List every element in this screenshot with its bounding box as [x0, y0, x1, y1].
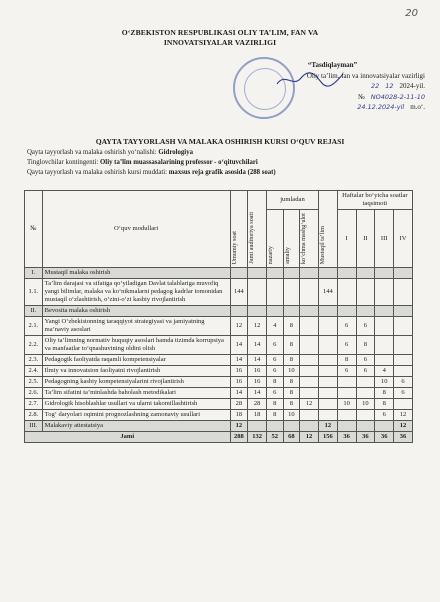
- table-cell: 6: [267, 355, 284, 366]
- header-total-hours: Umumiy soat: [230, 191, 248, 268]
- table-cell: 8: [283, 355, 300, 366]
- table-cell: [375, 355, 394, 366]
- table-cell: [394, 336, 413, 355]
- table-cell: [356, 410, 375, 421]
- table-cell: 288: [230, 432, 248, 443]
- table-cell: 8: [283, 377, 300, 388]
- module-name: Yangi O‘zbekistonning taraqqiyot strategiyasi va jamiyatning ma’naviy asoslari: [42, 317, 230, 336]
- table-cell: 18: [230, 410, 248, 421]
- table-cell: 36: [394, 432, 413, 443]
- table-cell: [394, 317, 413, 336]
- table-cell: 10: [337, 399, 356, 410]
- section-row: [25, 268, 413, 279]
- table-body: [25, 268, 413, 443]
- section-num: I.: [25, 268, 43, 279]
- section-title: Mustaqil malaka oshirish: [42, 268, 230, 279]
- table-cell: 12: [300, 399, 319, 410]
- table-cell: [337, 421, 356, 432]
- table-cell: 12: [248, 317, 267, 336]
- table-header-row-1: [25, 191, 413, 210]
- table-cell: [375, 336, 394, 355]
- module-name: Oliy ta’limning normativ huquqiy asoslari hamda tizimda korrupsiya va manfaatlar to‘qnashuvining oldini olish: [42, 336, 230, 355]
- table-cell: [300, 306, 319, 317]
- table-row: [25, 377, 413, 388]
- table-cell: [300, 268, 319, 279]
- header-independent: Mustaqil ta’lim: [318, 191, 337, 268]
- table-cell: 156: [318, 432, 337, 443]
- table-row: [25, 279, 413, 306]
- table-cell: [318, 336, 337, 355]
- ministry-line-2: INNOVATSIYALAR VAZIRLIGI: [163, 38, 277, 47]
- table-cell: [318, 410, 337, 421]
- table-cell: 12: [300, 432, 319, 443]
- row-num: 2.1.: [25, 317, 43, 336]
- ministry-header: [0, 28, 440, 48]
- table-cell: [318, 377, 337, 388]
- row-num: 2.7.: [25, 399, 43, 410]
- table-cell: 68: [283, 432, 300, 443]
- table-cell: [394, 366, 413, 377]
- approval-date-line: [210, 81, 425, 92]
- header-week-2: II: [356, 210, 375, 268]
- table-cell: [356, 377, 375, 388]
- table-cell: [283, 421, 300, 432]
- table-cell: 8: [375, 388, 394, 399]
- table-row: [25, 336, 413, 355]
- table-cell: 14: [230, 388, 248, 399]
- header-weekly: Haftalar bo‘yicha soatlar taqsimoti: [337, 191, 412, 210]
- table-cell: 144: [318, 279, 337, 306]
- table-cell: 14: [230, 355, 248, 366]
- table-cell: [337, 279, 356, 306]
- table-cell: 6: [375, 410, 394, 421]
- table-cell: 10: [356, 399, 375, 410]
- contingent-value: Oliy ta’lim muassasalarining professor - o‘qituvchilari: [100, 158, 258, 166]
- row-num: 2.3.: [25, 355, 43, 366]
- table-cell: [356, 388, 375, 399]
- meta-direction: [27, 148, 276, 158]
- ministry-line-1: O‘ZBEKISTON RESPUBLIKASI OLIY TA’LIM, FAN VA: [121, 28, 319, 37]
- table-cell: [248, 421, 267, 432]
- table-cell: [318, 317, 337, 336]
- approval-year: 2024-yil.: [399, 82, 425, 90]
- table-row: [25, 366, 413, 377]
- approval-number: NO4028-2-11-10: [370, 92, 425, 101]
- table-cell: [300, 336, 319, 355]
- table-cell: 8: [283, 388, 300, 399]
- table-cell: 6: [267, 366, 284, 377]
- table-cell: [300, 355, 319, 366]
- contingent-label: Tinglovchilar kontingenti:: [27, 158, 101, 166]
- table-cell: [356, 306, 375, 317]
- table-cell: [267, 306, 284, 317]
- table-cell: [375, 421, 394, 432]
- meta-contingent: [27, 158, 276, 168]
- table-row: [25, 388, 413, 399]
- table-cell: [300, 388, 319, 399]
- table-cell: [337, 388, 356, 399]
- table-cell: 36: [356, 432, 375, 443]
- course-meta: [27, 148, 276, 177]
- table-cell: 18: [248, 410, 267, 421]
- table-cell: 4: [267, 317, 284, 336]
- table-cell: [248, 306, 267, 317]
- table-cell: 8: [267, 410, 284, 421]
- table-cell: [318, 366, 337, 377]
- row-num: 2.4.: [25, 366, 43, 377]
- direction-label: Qayta tayyorlash va malaka oshirish yo‘nalishi:: [27, 149, 159, 156]
- duration-label: Qayta tayyorlash va malaka oshirish kursi muddati:: [27, 168, 169, 176]
- curriculum-table: [24, 190, 413, 443]
- section-num: III.: [25, 421, 43, 432]
- module-name: Pedagogik faoliyatda raqamli kompetensiyalar: [42, 355, 230, 366]
- row-num: 2.5.: [25, 377, 43, 388]
- table-cell: [248, 268, 267, 279]
- header-num: №: [25, 191, 43, 268]
- table-row: [25, 399, 413, 410]
- table-cell: 28: [248, 399, 267, 410]
- table-cell: 12: [318, 421, 337, 432]
- table-cell: 6: [267, 388, 284, 399]
- table-cell: 6: [356, 355, 375, 366]
- table-cell: 6: [337, 336, 356, 355]
- table-cell: [300, 410, 319, 421]
- table-cell: 6: [394, 388, 413, 399]
- table-cell: 12: [394, 421, 413, 432]
- table-cell: [356, 268, 375, 279]
- table-cell: 36: [375, 432, 394, 443]
- table-cell: 8: [356, 336, 375, 355]
- table-cell: [375, 306, 394, 317]
- module-name: Ta’lim darajasi va sifatiga qo‘yiladigan Davlat talablariga muvofiq yangi bilimlar, malaka va ko‘nikmalarni pedagog kadrlar tomonidan mustaqil o‘zlashtirish, o‘zini-o‘zi kasbiy rivojlantirish: [42, 279, 230, 306]
- table-cell: [283, 279, 300, 306]
- approval-seal-label: m.o‘.: [410, 103, 425, 111]
- table-cell: [375, 317, 394, 336]
- table-cell: 10: [283, 366, 300, 377]
- header-modules: O‘quv modullari: [42, 191, 230, 268]
- table-cell: [300, 421, 319, 432]
- table-cell: [230, 306, 248, 317]
- table-cell: 36: [337, 432, 356, 443]
- header-audience-hours: Jami auditoriya soati: [248, 191, 267, 268]
- header-practical: amaliy: [283, 210, 300, 268]
- section-title: Bevosita malaka oshirish: [42, 306, 230, 317]
- table-cell: 52: [267, 432, 284, 443]
- approval-number-line: [210, 92, 425, 103]
- approval-title: “Tasdiqlayman”: [307, 61, 358, 69]
- table-cell: 28: [230, 399, 248, 410]
- module-name: Gidrologik hisoblashlar usullari va ularni takomillashtirish: [42, 399, 230, 410]
- header-week-1: I: [337, 210, 356, 268]
- approval-handwritten-date: 24.12.2024-yil: [357, 103, 405, 111]
- table-cell: 10: [375, 377, 394, 388]
- table-cell: 4: [375, 366, 394, 377]
- table-cell: 144: [230, 279, 248, 306]
- table-cell: [318, 388, 337, 399]
- meta-duration: [27, 168, 276, 178]
- section-num: II.: [25, 306, 43, 317]
- table-cell: [337, 268, 356, 279]
- table-cell: [394, 306, 413, 317]
- table-cell: 16: [230, 377, 248, 388]
- table-cell: 14: [248, 355, 267, 366]
- document-heading: QAYTA TAYYORLASH VA MALAKA OSHIRISH KURSI O‘QUV REJASI: [95, 137, 345, 146]
- table-cell: 12: [230, 421, 248, 432]
- page-number: 20: [405, 8, 418, 19]
- table-cell: [356, 279, 375, 306]
- table-cell: [300, 377, 319, 388]
- table-cell: [337, 410, 356, 421]
- module-name: Ilmiy va innovatsion faoliyatni rivojlantirish: [42, 366, 230, 377]
- direction-value: Gidrologiya: [158, 149, 193, 156]
- table-cell: 16: [248, 377, 267, 388]
- table-cell: [283, 306, 300, 317]
- header-week-3: III: [375, 210, 394, 268]
- approval-day: 22: [370, 82, 380, 90]
- table-cell: [318, 306, 337, 317]
- module-name: Pedagogning kasbiy kompetensiyalarini rivojlantirish: [42, 377, 230, 388]
- table-cell: [318, 399, 337, 410]
- header-group: jumladan: [267, 191, 319, 210]
- table-cell: [375, 279, 394, 306]
- table-cell: [318, 268, 337, 279]
- module-name: Tog‘ daryolari oqimini prognozlashning zamonaviy usullari: [42, 410, 230, 421]
- table-cell: [267, 268, 284, 279]
- table-cell: 6: [337, 317, 356, 336]
- row-num: 1.1.: [25, 279, 43, 306]
- table-cell: [283, 268, 300, 279]
- table-cell: 8: [283, 399, 300, 410]
- table-cell: 8: [267, 399, 284, 410]
- table-cell: [394, 355, 413, 366]
- table-cell: 6: [337, 366, 356, 377]
- table-cell: [356, 421, 375, 432]
- table-cell: [318, 355, 337, 366]
- table-cell: 16: [248, 366, 267, 377]
- table-cell: 12: [394, 410, 413, 421]
- table-cell: 8: [337, 355, 356, 366]
- table-cell: [394, 399, 413, 410]
- table-row: [25, 410, 413, 421]
- approval-seal-line: [210, 102, 425, 113]
- row-num: 2.2.: [25, 336, 43, 355]
- table-cell: [394, 279, 413, 306]
- table-cell: 8: [375, 399, 394, 410]
- header-visiting: ko‘chma mashg‘ulot: [300, 210, 319, 268]
- table-cell: 8: [283, 317, 300, 336]
- table-row: [25, 355, 413, 366]
- table-cell: [394, 268, 413, 279]
- table-cell: 14: [248, 336, 267, 355]
- table-cell: [300, 366, 319, 377]
- table-cell: 6: [394, 377, 413, 388]
- duration-value: maxsus reja grafik asosida (288 soat): [168, 168, 276, 176]
- table-cell: [300, 317, 319, 336]
- table-cell: 10: [283, 410, 300, 421]
- table-cell: 8: [267, 377, 284, 388]
- header-week-4: IV: [394, 210, 413, 268]
- table-cell: [300, 279, 319, 306]
- table-row: [25, 317, 413, 336]
- table-cell: 6: [267, 336, 284, 355]
- approval-block: [210, 60, 425, 113]
- table-cell: 14: [248, 388, 267, 399]
- total-label: Jami: [25, 432, 231, 443]
- total-row: [25, 432, 413, 443]
- approval-no-label: №: [358, 92, 365, 101]
- table-cell: 132: [248, 432, 267, 443]
- approval-month: 12: [385, 82, 394, 90]
- attestation-row: [25, 421, 413, 432]
- table-cell: 6: [356, 317, 375, 336]
- table-cell: [337, 306, 356, 317]
- row-num: 2.6.: [25, 388, 43, 399]
- section-row: [25, 306, 413, 317]
- table-cell: [337, 377, 356, 388]
- table-cell: 12: [230, 317, 248, 336]
- row-num: 2.8.: [25, 410, 43, 421]
- section-title: Malakaviy attestatsiya: [42, 421, 230, 432]
- table-cell: 14: [230, 336, 248, 355]
- table-cell: 6: [356, 366, 375, 377]
- table-cell: [230, 268, 248, 279]
- table-cell: [267, 279, 284, 306]
- table-cell: [248, 279, 267, 306]
- table-cell: 16: [230, 366, 248, 377]
- header-theory: nazariy: [267, 210, 284, 268]
- approval-ministry: Oliy ta’lim, fan va innovatsiyalar vazirligi: [306, 71, 425, 80]
- module-name: Ta’lim sifatini ta’minlashda baholash metodikalari: [42, 388, 230, 399]
- table-cell: [267, 421, 284, 432]
- table-cell: 8: [283, 336, 300, 355]
- table-cell: [375, 268, 394, 279]
